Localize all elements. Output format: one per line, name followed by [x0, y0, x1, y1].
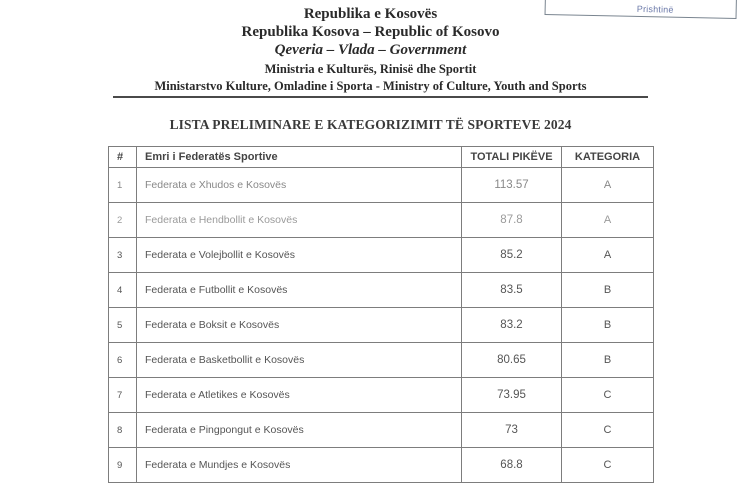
row-number: 1: [109, 168, 137, 203]
letterhead-ministry-albanian: Ministria e Kulturës, Rinisë dhe Sportit: [264, 62, 477, 76]
header-category: KATEGORIA: [562, 147, 654, 168]
row-number: 9: [109, 448, 137, 483]
row-number: 6: [109, 343, 137, 378]
federation-name: Federata e Atletikes e Kosovës: [137, 378, 462, 413]
table-row: [109, 308, 654, 343]
letterhead-country-multilingual: Republika Kosova – Republic of Kosovo: [241, 24, 500, 40]
document-title: LISTA PRELIMINARE E KATEGORIZIMIT TË SPORTEVE 2024: [169, 117, 572, 132]
table-header-row: [109, 147, 654, 168]
category: B: [562, 343, 654, 378]
federation-name: Federata e Volejbollit e Kosovës: [137, 238, 462, 273]
federation-name: Federata e Xhudos e Kosovës: [137, 168, 462, 203]
table-row: [109, 238, 654, 273]
total-points: 68.8: [462, 448, 562, 483]
row-number: 8: [109, 413, 137, 448]
federation-name: Federata e Basketbollit e Kosovës: [137, 343, 462, 378]
category: C: [562, 378, 654, 413]
federation-name: Federata e Pingpongut e Kosovës: [137, 413, 462, 448]
total-points: 85.2: [462, 238, 562, 273]
row-number: 5: [109, 308, 137, 343]
letterhead-country-albanian: Republika e Kosovës: [303, 6, 438, 22]
total-points: 87.8: [462, 203, 562, 238]
letterhead-government: Qeveria – Vlada – Government: [274, 42, 467, 58]
table-row: [109, 378, 654, 413]
total-points: 83.5: [462, 273, 562, 308]
row-number: 7: [109, 378, 137, 413]
letterhead-divider: [113, 96, 648, 98]
category: C: [562, 413, 654, 448]
federation-name: Federata e Boksit e Kosovës: [137, 308, 462, 343]
row-number: 4: [109, 273, 137, 308]
category: A: [562, 238, 654, 273]
federation-name: Federata e Hendbollit e Kosovës: [137, 203, 462, 238]
table-row: [109, 203, 654, 238]
table-row: [109, 273, 654, 308]
stamp-location: Prishtinë: [636, 3, 674, 15]
row-number: 3: [109, 238, 137, 273]
category: B: [562, 308, 654, 343]
total-points: 73: [462, 413, 562, 448]
table-row: [109, 448, 654, 483]
letterhead-ministry-multilingual: Ministarstvo Kulture, Omladine i Sporta - Ministry of Culture, Youth and Sports: [154, 79, 587, 93]
table-row: [109, 413, 654, 448]
category: A: [562, 168, 654, 203]
federation-name: Federata e Mundjes e Kosovës: [137, 448, 462, 483]
row-number: 2: [109, 203, 137, 238]
total-points: 80.65: [462, 343, 562, 378]
total-points: 113.57: [462, 168, 562, 203]
total-points: 83.2: [462, 308, 562, 343]
total-points: 73.95: [462, 378, 562, 413]
category: A: [562, 203, 654, 238]
header-federation-name: Emri i Federatës Sportive: [137, 147, 462, 168]
category: B: [562, 273, 654, 308]
table-row: [109, 343, 654, 378]
header-number: #: [109, 147, 137, 168]
categorization-table: [108, 146, 654, 483]
table-row: [109, 168, 654, 203]
federation-name: Federata e Futbollit e Kosovës: [137, 273, 462, 308]
header-total-points: TOTALI PIKËVE: [462, 147, 562, 168]
category: C: [562, 448, 654, 483]
